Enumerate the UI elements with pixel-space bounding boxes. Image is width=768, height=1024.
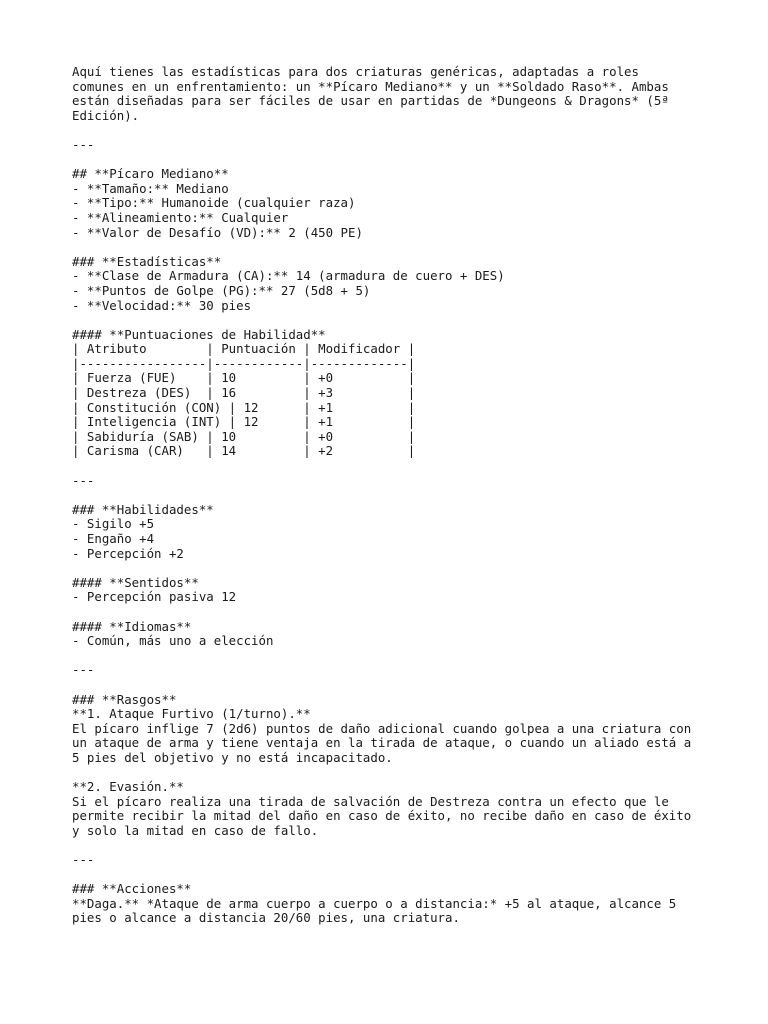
text-line: comunes en un enfrentamiento: un **Pícaro Mediano** y un **Soldado Raso**. Ambas (72, 78, 669, 94)
text-line: - Sigilo +5 (72, 516, 155, 532)
text-line: permite recibir la mitad del daño en caso de éxito, no recibe daño en caso de éxito (72, 808, 692, 824)
text-line: | Destreza (DES) | 16 | +3 | (72, 385, 416, 401)
text-line: #### **Sentidos** (72, 574, 199, 590)
text-line: un ataque de arma y tiene ventaja en la tirada de ataque, o cuando un aliado está a (72, 735, 692, 751)
text-line: **1. Ataque Furtivo (1/turno).** (72, 706, 311, 722)
blank-line (72, 153, 712, 168)
text-line: El pícaro inflige 7 (2d6) puntos de daño adicional cuando golpea a una criatura con (72, 720, 692, 736)
text-line: - **Clase de Armadura (CA):** 14 (armadura de cuero + DES) (72, 268, 505, 284)
blank-line (72, 766, 712, 781)
text-line: ## **Pícaro Mediano** (72, 166, 229, 182)
text-line: - Percepción +2 (72, 545, 184, 561)
text-line: - **Alineamiento:** Cualquier (72, 209, 289, 225)
text-line: Si el pícaro realiza una tirada de salvación de Destreza contra un efecto que le (72, 793, 669, 809)
text-line: - Percepción pasiva 12 (72, 589, 237, 605)
text-line: #### **Idiomas** (72, 618, 192, 634)
blank-line (72, 488, 712, 503)
text-line: - **Puntos de Golpe (PG):** 27 (5d8 + 5) (72, 282, 371, 298)
text-line: | Carisma (CAR) | 14 | +2 | (72, 443, 416, 459)
text-line: | Inteligencia (INT) | 12 | +1 | (72, 414, 416, 430)
text-line: #### **Puntuaciones de Habilidad** (72, 326, 326, 342)
blank-line (72, 678, 712, 693)
text-line: **Daga.** *Ataque de arma cuerpo a cuerpo o a distancia:* +5 al ataque, alcance 5 (72, 895, 677, 911)
text-line: y solo la mitad en caso de fallo. (72, 822, 319, 838)
text-line: - **Tamaño:** Mediano (72, 180, 229, 196)
blank-line (72, 605, 712, 620)
text-line: pies o alcance a distancia 20/60 pies, una criatura. (72, 910, 460, 926)
text-line: están diseñadas para ser fáciles de usar en partidas de *Dungeons & Dragons* (5ª (72, 93, 669, 109)
text-line: - **Tipo:** Humanoide (cualquier raza) (72, 195, 356, 211)
blank-line (72, 649, 712, 664)
text-line: Edición). (72, 107, 140, 123)
text-line: - Común, más uno a elección (72, 633, 274, 649)
text-line: ### **Rasgos** (72, 691, 177, 707)
text-line: Aquí tienes las estadísticas para dos criaturas genéricas, adaptadas a roles (72, 64, 639, 79)
text-line: --- (72, 472, 95, 488)
text-line: | Constitución (CON) | 12 | +1 | (72, 399, 416, 415)
text-line: - Engaño +4 (72, 531, 155, 546)
text-line: ### **Habilidades** (72, 501, 214, 517)
blank-line (72, 123, 712, 138)
text-line: | Atributo | Puntuación | Modificador | (72, 341, 416, 357)
blank-line (72, 868, 712, 883)
blank-line (72, 240, 712, 255)
text-line: ### **Acciones** (72, 881, 192, 897)
blank-line (72, 459, 712, 474)
text-line: - **Velocidad:** 30 pies (72, 297, 252, 313)
text-line: | Fuerza (FUE) | 10 | +0 | (72, 370, 416, 386)
blank-line (72, 838, 712, 853)
text-line: 5 pies del objetivo y no está incapacitado. (72, 749, 393, 765)
text-line: |-----------------|------------|-------------| (72, 355, 416, 371)
blank-line (72, 561, 712, 576)
text-line: - **Valor de Desafío (VD):** 2 (450 PE) (72, 224, 363, 240)
text-line: --- (72, 662, 95, 678)
text-line: **2. Evasión.** (72, 779, 184, 795)
document-body (72, 65, 712, 926)
text-line: --- (72, 852, 95, 868)
text-line: | Sabiduría (SAB) | 10 | +0 | (72, 428, 416, 444)
blank-line (72, 313, 712, 328)
text-line: ### **Estadísticas** (72, 253, 222, 269)
text-line: --- (72, 136, 95, 152)
